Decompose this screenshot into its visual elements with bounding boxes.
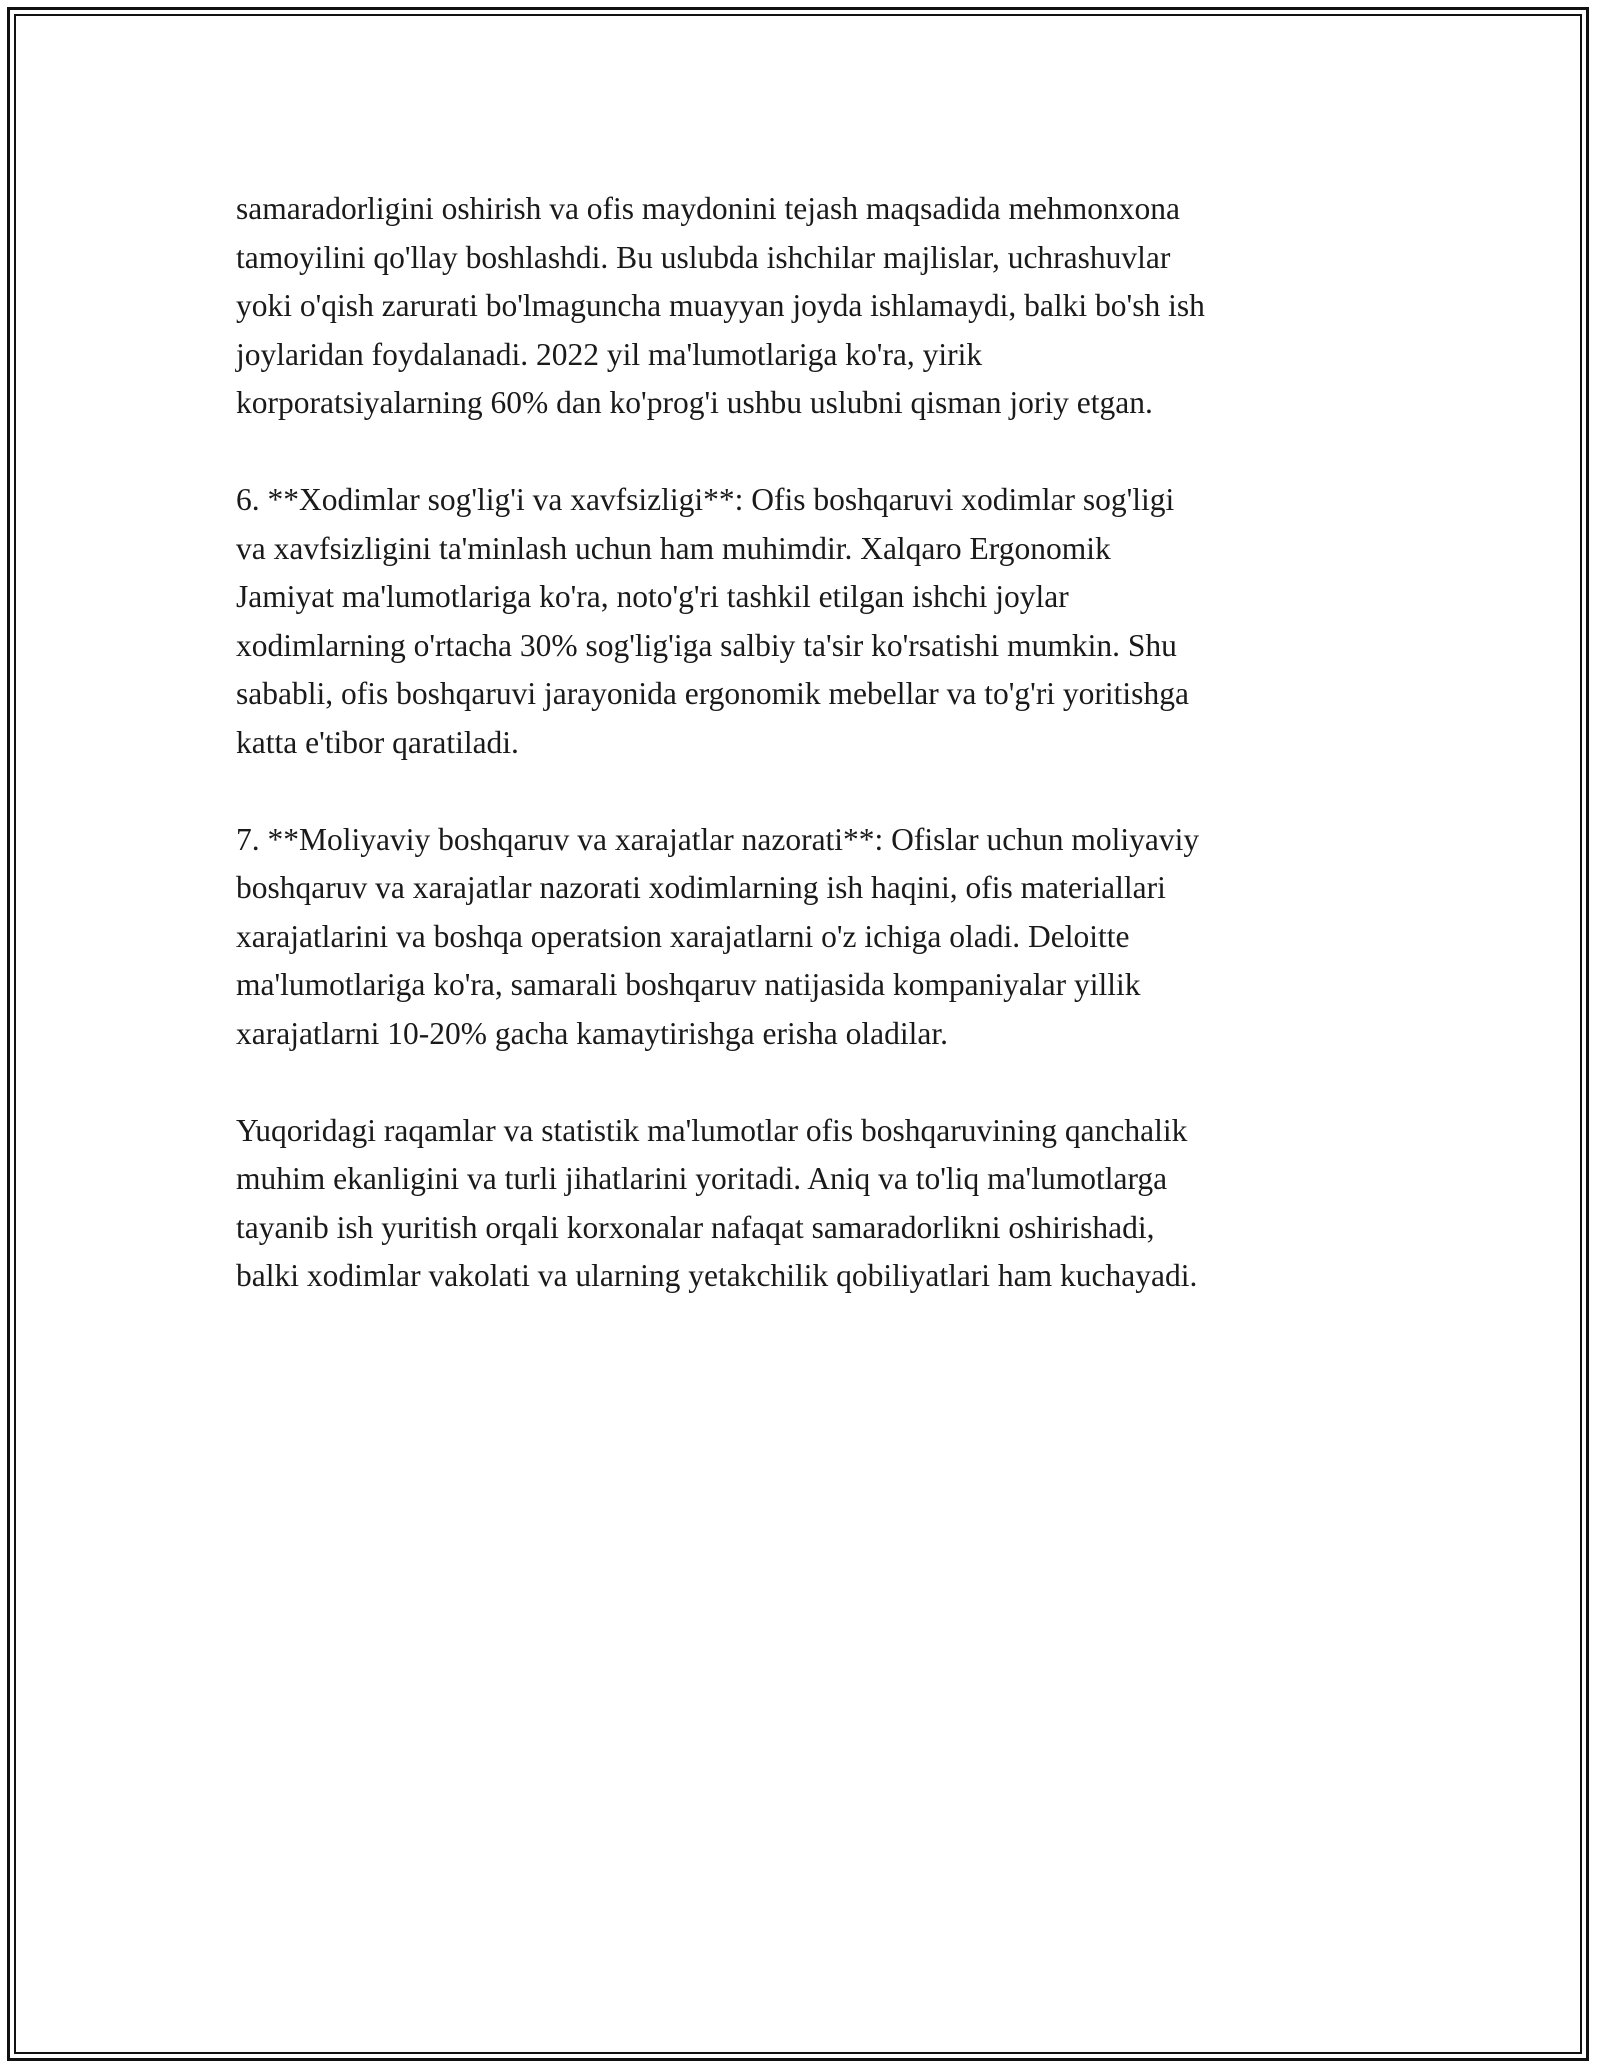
paragraph-conclusion: Yuqoridagi raqamlar va statistik ma'lumotlar ofis boshqaruvining qanchalik muhim ekanligini va turli jihatlarini yoritadi. Aniq va to'liq ma'lumotlarga tayanib ish yuritish orqali korxonalar nafaqat samaradorlikni oshirishadi, balki xodimlar vakolati va ularning yetakchilik qobiliyatlari ham kuchayadi.	[236, 1112, 1198, 1293]
paragraph-employee-health-safety: 6. **Xodimlar sog'lig'i va xavfsizligi**: Ofis boshqaruvi xodimlar sog'ligi va xavfsizligini ta'minlash uchun ham muhimdir. Xalqaro Ergonomik Jamiyat ma'lumotlariga ko'ra, noto'g'ri tashkil etilgan ishchi joylar xodimlarning o'rtacha 30% sog'lig'iga salbiy ta'sir ko'rsatishi mumkin. Shu sababli, ofis boshqaruvi jarayonida ergonomik mebellar va to'g'ri yoritishga katta e'tibor qaratiladi.	[236, 482, 1189, 760]
paragraph-financial-management: 7. **Moliyaviy boshqaruv va xarajatlar nazorati**: Ofislar uchun moliyaviy boshqaruv va xarajatlar nazorati xodimlarning ish haqini, ofis materiallari xarajatlarini va boshqa operatsion xarajatlarni o'z ichiga oladi. Deloitte ma'lumotlariga ko'ra, samarali boshqaruv natijasida kompaniyalar yillik xarajatlarni 10-20% gacha kamaytirishga erisha oladilar.	[236, 821, 1200, 1051]
paragraph-hotel-principle: samaradorligini oshirish va ofis maydonini tejash maqsadida mehmonxona tamoyilini qo'llay boshlashdi. Bu uslubda ishchilar majlislar, uchrashuvlar yoki o'qish zarurati bo'lmaguncha muayyan joyda ishlamaydi, balki bo'sh ish joylaridan foydalanadi. 2022 yil ma'lumotlariga ko'ra, yirik korporatsiyalarning 60% dan ko'prog'i ushbu uslubni qisman joriy etgan.	[236, 191, 1205, 420]
document-body	[236, 185, 1376, 1349]
